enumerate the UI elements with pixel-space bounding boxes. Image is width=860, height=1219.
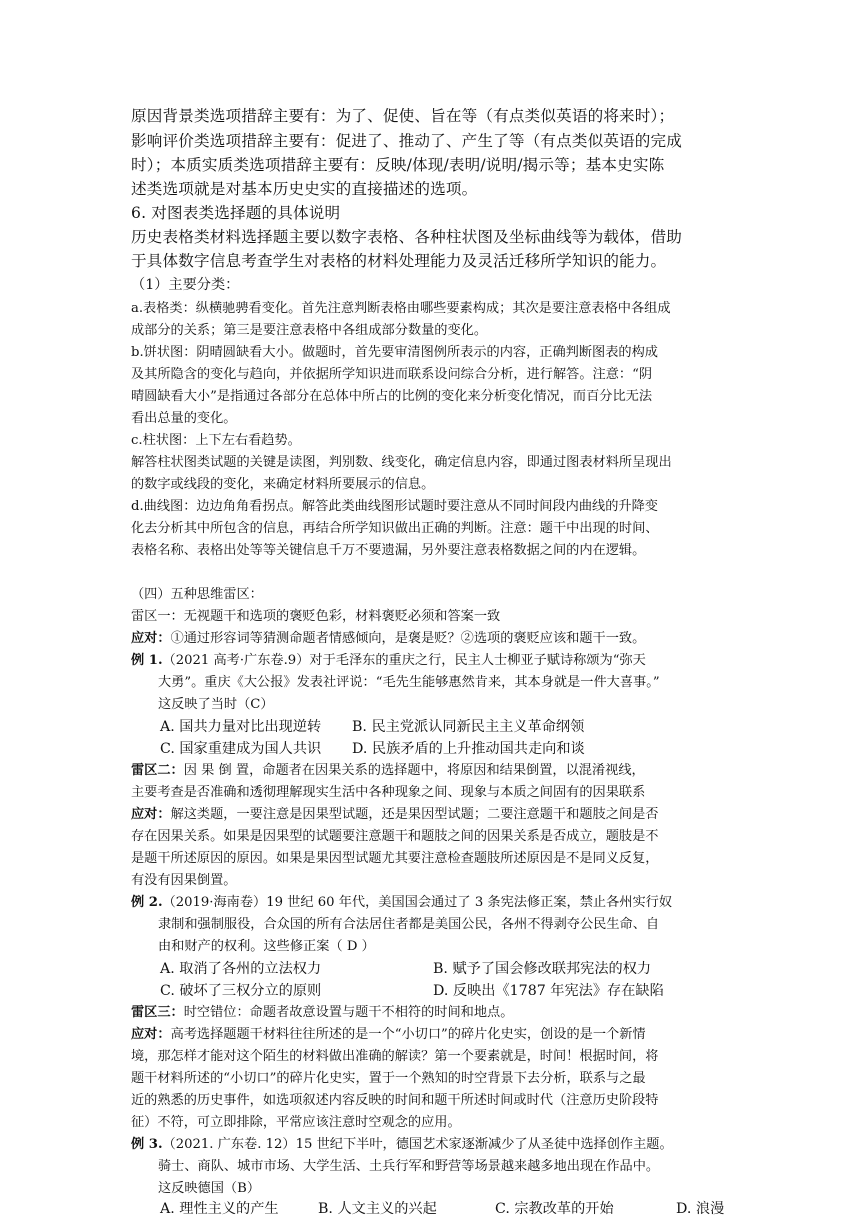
curve-type-line-3: 表格名称、表格出处等等关键信息千万不要遗漏，另外要注意表格数据之间的内在逻辑。 [131, 543, 646, 558]
zone-3-label: 雷区三： [131, 1005, 184, 1020]
bar-type-line-1: c.柱状图：上下左右看趋势。 [131, 433, 301, 448]
example-3-option-b: B. 人文主义的兴起 [318, 1201, 437, 1217]
zone-3-response-label: 应对： [131, 1027, 171, 1042]
example-3-option-c: C. 宗教改革的开始 [495, 1201, 614, 1217]
example-1-line-3: 这反映了当时（C） [158, 697, 274, 712]
zone-3-line [131, 1003, 513, 1023]
zone-2-response-label: 应对： [131, 807, 171, 822]
example-3-line-2: 骑士、商队、城市市场、大学生活、土兵行军和野营等场景越来越多地出现在作品中。 [158, 1159, 660, 1174]
zone-2-response-line-1 [131, 805, 659, 825]
curve-type-line-1: d.曲线图：边边角角看拐点。解答此类曲线图形试题时要注意从不同时间段内曲线的升降变 [131, 499, 658, 514]
zone-1-response-label: 应对： [131, 631, 171, 646]
intro-line-4: 述类选项就是对基本历史史实的直接描述的选项。 [131, 180, 478, 198]
example-2-label: 例 2. [131, 895, 163, 910]
example-3-line-3: 这反映德国（B） [158, 1181, 261, 1196]
intro-line-3: 时）；本质实质类选项措辞主要有：反映/体现/表明/说明/揭示等；基本史实陈 [131, 156, 665, 174]
zone-2-text-1: 因 果 倒 置，命题者在因果关系的选择题中，将原因和结果倒置，以混淆视线， [183, 763, 645, 778]
example-3-label: 例 3. [131, 1137, 163, 1152]
example-2-option-c: C. 破坏了三权分立的原则 [160, 983, 322, 999]
zone-2-label: 雷区二： [131, 763, 184, 778]
section-6-para-line-2: 于具体数字信息考查学生对表格的材料处理能力及灵活迁移所学知识的能力。 [131, 252, 667, 270]
section-6-para-line-1: 历史表格类材料选择题主要以数字表格、各种柱状图及坐标曲线等为载体，借助 [131, 228, 683, 246]
example-2-line-2: 隶制和强制服役，合众国的所有合法居住者都是美国公民，各州不得剥夺公民生命、自 [158, 917, 660, 932]
zone-1-text: 无视题干和选项的褒贬色彩，材料褒贬必须和答案一致 [183, 609, 501, 624]
example-1-line-1 [131, 651, 646, 671]
table-type-line-2: 成部分的关系；第三是要注意表格中各组成部分数量的变化。 [131, 323, 488, 338]
zone-2-line-2: 主要考查是否准确和透彻理解现实生活中各种现象之间、现象与本质之间固有的因果联系 [131, 785, 646, 800]
zone-1-response [131, 629, 645, 649]
example-1-stem-1: （2021 高考·广东卷.9）对于毛泽东的重庆之行，民主人士柳亚子赋诗称颂为“弥天 [162, 653, 646, 668]
bar-type-line-3: 的数字或线段的变化，来确定材料所要展示的信息。 [131, 477, 435, 492]
zone-2-line-1 [131, 761, 645, 781]
intro-line-1: 原因背景类选项措辞主要有：为了、促使、旨在等（有点类似英语的将来时）； [131, 107, 675, 125]
zone-2-response-text-1: 解这类题，一要注意是因果型试题，还是果因型试题；二要注意题干和题肢之间是否 [170, 807, 659, 822]
example-1-option-a: A. 国共力量对比出现逆转 [160, 719, 322, 735]
example-3-option-d: D. 浪漫 [676, 1201, 725, 1217]
pie-type-line-4: 看出总量的变化。 [131, 411, 237, 426]
thinking-zones-heading: （四）五种思维雷区： [131, 587, 263, 602]
zone-1-label: 雷区一： [131, 609, 184, 624]
zone-3-response-line-5: 征）不符，可立即排除，平常应该注意时空观念的应用。 [131, 1115, 461, 1130]
zone-3-response-line-4: 近的熟悉的历史事件，如选项叙述内容反映的时间和题干所述时间或时代（注意历史阶段特 [131, 1093, 659, 1108]
zone-2-response-line-3: 是题干所述原因的原因。如果是果因型试题尤其要注意检查题肢所述原因是不是同义反复， [131, 851, 659, 866]
pie-type-line-2: 及其所隐含的变化与趋向，并依据所学知识进而联系设问综合分析，进行解答。注意：“阴 [131, 367, 653, 382]
zone-2-response-line-4: 有没有因果倒置。 [131, 873, 237, 888]
zone-3-response-text-1: 高考选择题题干材料往往所述的是一个“小切口”的碎片化史实，创设的是一个新情 [170, 1027, 646, 1042]
example-3-option-a: A. 理性主义的产生 [160, 1201, 279, 1217]
curve-type-line-2: 化去分析其中所包含的信息，再结合所学知识做出正确的判断。注意：题干中出现的时间、 [131, 521, 659, 536]
zone-1-line [131, 607, 500, 627]
intro-line-2: 影响评价类选项措辞主要有：促进了、推动了、产生了等（有点类似英语的完成 [131, 132, 683, 150]
example-3-line-1 [131, 1135, 673, 1155]
section-6-heading: 6. 对图表类选择题的具体说明 [131, 204, 341, 222]
example-1-option-b: B. 民主党派认同新民主主义革命纲领 [352, 719, 585, 735]
zone-3-response-line-3: 题干材料所述的“小切口”的碎片化史实，置于一个熟知的时空背景下去分析，联系与之最 [131, 1071, 646, 1086]
example-1-option-c: C. 国家重建成为国人共识 [160, 741, 322, 757]
zone-2-response-line-2: 存在因果关系。如果是因果型的试题要注意题干和题肢之间的因果关系是否成立，题肢是不 [131, 829, 659, 844]
example-2-line-1 [131, 893, 672, 913]
classification-heading: （1）主要分类： [131, 277, 240, 293]
example-3-stem-1: （2021. 广东卷. 12）15 世纪下半叶，德国艺术家逐渐减少了从圣徒中选择创作主题。 [162, 1137, 673, 1152]
bar-type-line-2: 解答柱状图类试题的关键是读图，判别数、线变化，确定信息内容，即通过图表材料所呈现出 [131, 455, 672, 470]
example-2-line-3: 由和财产的权利。这些修正案（ D ） [158, 939, 375, 954]
example-2-stem-1: （2019·海南卷）19 世纪 60 年代，美国国会通过了 3 条宪法修正案，禁止各州实行奴 [162, 895, 673, 910]
example-1-option-d: D. 民族矛盾的上升推动国共走向和谈 [352, 741, 585, 757]
example-2-option-d: D. 反映出《1787 年宪法》存在缺陷 [433, 983, 664, 999]
example-2-option-b: B. 赋予了国会修改联邦宪法的权力 [433, 961, 652, 977]
zone-3-response-line-2: 境，那怎样才能对这个陌生的材料做出准确的解读？第一个要素就是，时间！根据时间，将 [131, 1049, 659, 1064]
zone-3-response-line-1 [131, 1025, 646, 1045]
zone-1-response-text: ①通过形容词等猜测命题者情感倾向，是褒是贬？②选项的褒贬应该和题干一致。 [170, 631, 646, 646]
example-2-option-a: A. 取消了各州的立法权力 [160, 961, 322, 977]
table-type-line-1: a.表格类：纵横驰骋看变化。首先注意判断表格由哪些要素构成；其次是要注意表格中各组成 [131, 301, 671, 316]
zone-3-text: 时空错位：命题者故意设置与题干不相符的时间和地点。 [183, 1005, 514, 1020]
example-1-label: 例 1. [131, 653, 163, 668]
pie-type-line-3: 晴圆缺看大小”是指通过各部分在总体中所占的比例的变化来分析变化情况，而百分比无法 [131, 389, 653, 404]
pie-type-line-1: b.饼状图：阴晴圆缺看大小。做题时，首先要审清图例所表示的内容，正确判断图表的构成 [131, 345, 658, 360]
example-1-line-2: 大勇”。重庆《大公报》发表社评说：“毛先生能够惠然肯来，其本身就是一件大喜事。” [158, 675, 660, 690]
